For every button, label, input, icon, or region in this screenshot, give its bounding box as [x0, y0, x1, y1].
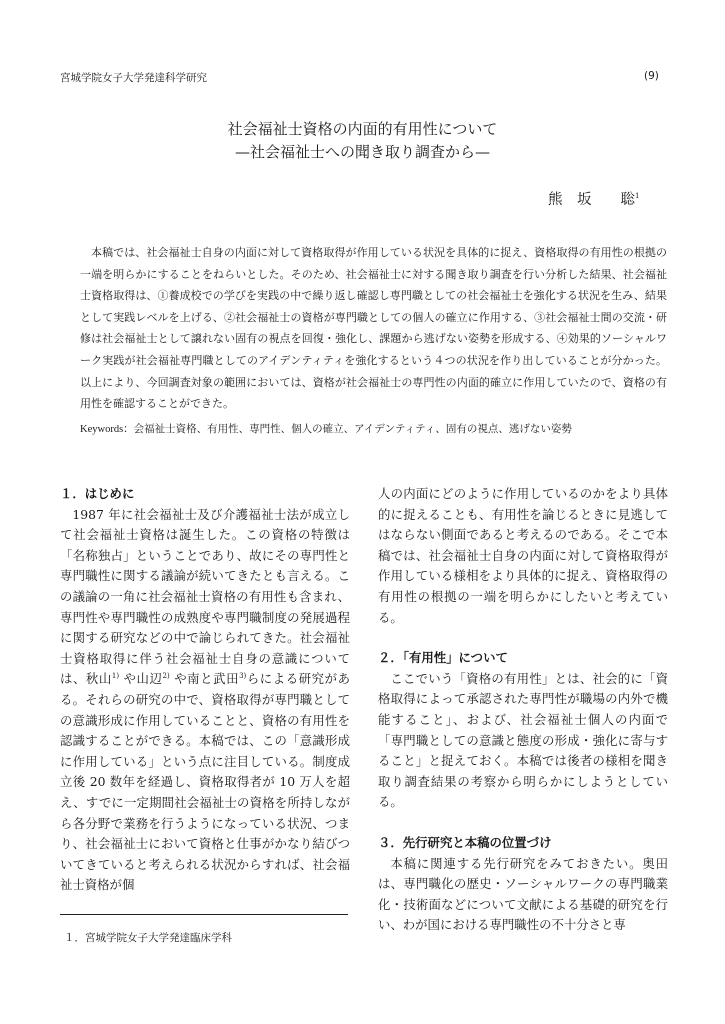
section-1-continuation: 人の内面にどのように作用しているのかをより具体的に捉えることも、有用性を論じるときに見逃してはならない側面であると考えるのである。そこで本稿では、社会福祉士自身の内面に対して資格取得が作用している様相をより具体的に捉え、資格取得の有用性の根拠の一端を明らかにしたいと考えている。 — [378, 486, 668, 625]
section-heading-3: ３．先行研究と本稿の位置づけ — [378, 834, 552, 850]
text-run: 1987 年に社会福祉士及び介護福祉士法が成立して社会福祉士資格は誕生した。この資格の特徴は「名称独占」ということであり、故にその専門性と専門職性に関する議論が続いてきたとも言える。この議論の一角に社会福祉士資格の有用性も含まれ、専門性や専門職性の成熟度や専門職制度の発展過程に関する研究などの中で論じられてきた。社会福祉士資格取得に伴う社会福祉士自身の意識については、秋山 — [60, 506, 350, 687]
author-name: 熊 坂 聡 — [548, 192, 635, 208]
keywords-list: 会福祉士資格、有用性、専門性、個人の確立、アイデンティティ、固有の視点、逃げない姿勢 — [133, 423, 572, 435]
left-column — [60, 484, 350, 896]
page-number: (9) — [644, 70, 659, 82]
citation-ref-3: 3) — [239, 672, 247, 681]
right-column — [378, 484, 668, 936]
text-run: らによる研究がある。それらの研究の中で、資格取得が専門職としての意識形成に作用していることと、資格の有用性を認識することができる。本稿では、この「意識形成に作用している」という点に注目している。制度成立後 20 数年を経過し、資格取得者が 10 万人を超え、すでに一定期間社会福祉士の資格を所持しながら各分野で業務を行うようになっている状況、つまり、社会福祉士において資格と仕事がかなり結びついてきていると考えられる状況からすれば、社会福祉士資格が個 — [60, 671, 350, 893]
author — [548, 188, 639, 209]
abstract: 本稿では、社会福祉士自身の内面に対して資格取得が作用している状況を具体的に捉え、資格取得の有用性の根拠の一端を明らかにすることをねらいとした。そのため、社会福祉士に対する聞き取り調査を行い分析した結果、社会福祉士資格取得は、①養成校での学びを実践の中で繰り返し確認し専門職としての社会福祉士を強化する状況を生み、結果として実践レベルを上げる、②社会福祉士の資格が専門職としての個人の確立に作用する、③社会福祉士間の交流・研修は社会福祉士として譲れない固有の視点を回復・強化し、課題から逃げない姿勢を形成する、④効果的ソーシャルワーク実践が社会福祉専門職としてのアイデンティティを強化するという４つの状況を作り出していることが分かった。以上により、今回調査対象の範囲においては、資格が社会福祉士の専門性の内面的確立に作用していたので、資格の有用性を確認することができた。 — [80, 246, 667, 411]
section-3-paragraph: 本稿に関連する先行研究をみておきたい。奥田は、専門職化の歴史・ソーシャルワークの専門職業化・技術面などについて文献による基礎的研究を行い、わが国における専門職性の不十分さと専 — [378, 855, 668, 933]
section-1-paragraph — [60, 505, 350, 896]
section-heading-1: １．はじめに — [60, 486, 135, 501]
citation-ref-2: 2) — [162, 672, 170, 681]
paper-subtitle: —社会福祉士への聞き取り調査から— — [234, 143, 490, 161]
footnote-divider — [60, 914, 348, 915]
text-run: や山辺 — [119, 671, 163, 687]
footnote: １．宮城学院女子大学発達臨床学科 — [64, 932, 232, 944]
citation-ref-1: 1) — [111, 672, 120, 681]
journal-name: 宮城学院女子大学発達科学研究 — [60, 72, 207, 84]
section-heading-2: ２．「有用性」について — [378, 650, 508, 666]
author-affiliation-mark: 1 — [635, 192, 640, 201]
keywords-label: Keywords： — [80, 424, 134, 435]
text-run: や南と武田 — [169, 671, 240, 687]
keywords — [80, 421, 572, 436]
section-2-paragraph: ここでいう「資格の有用性」とは、社会的に「資格取得によって承認された専門性が職場の内外で機能すること」、および、社会福祉士個人の内面で「専門職としての意識と態度の形成・強化に寄与すること」と捉えておく。本稿では後者の様相を聞き取り調査結果の考察から明らかにしようとしている。 — [378, 670, 668, 810]
paper-title: 社会福祉士資格の内面的有用性について — [227, 120, 498, 138]
